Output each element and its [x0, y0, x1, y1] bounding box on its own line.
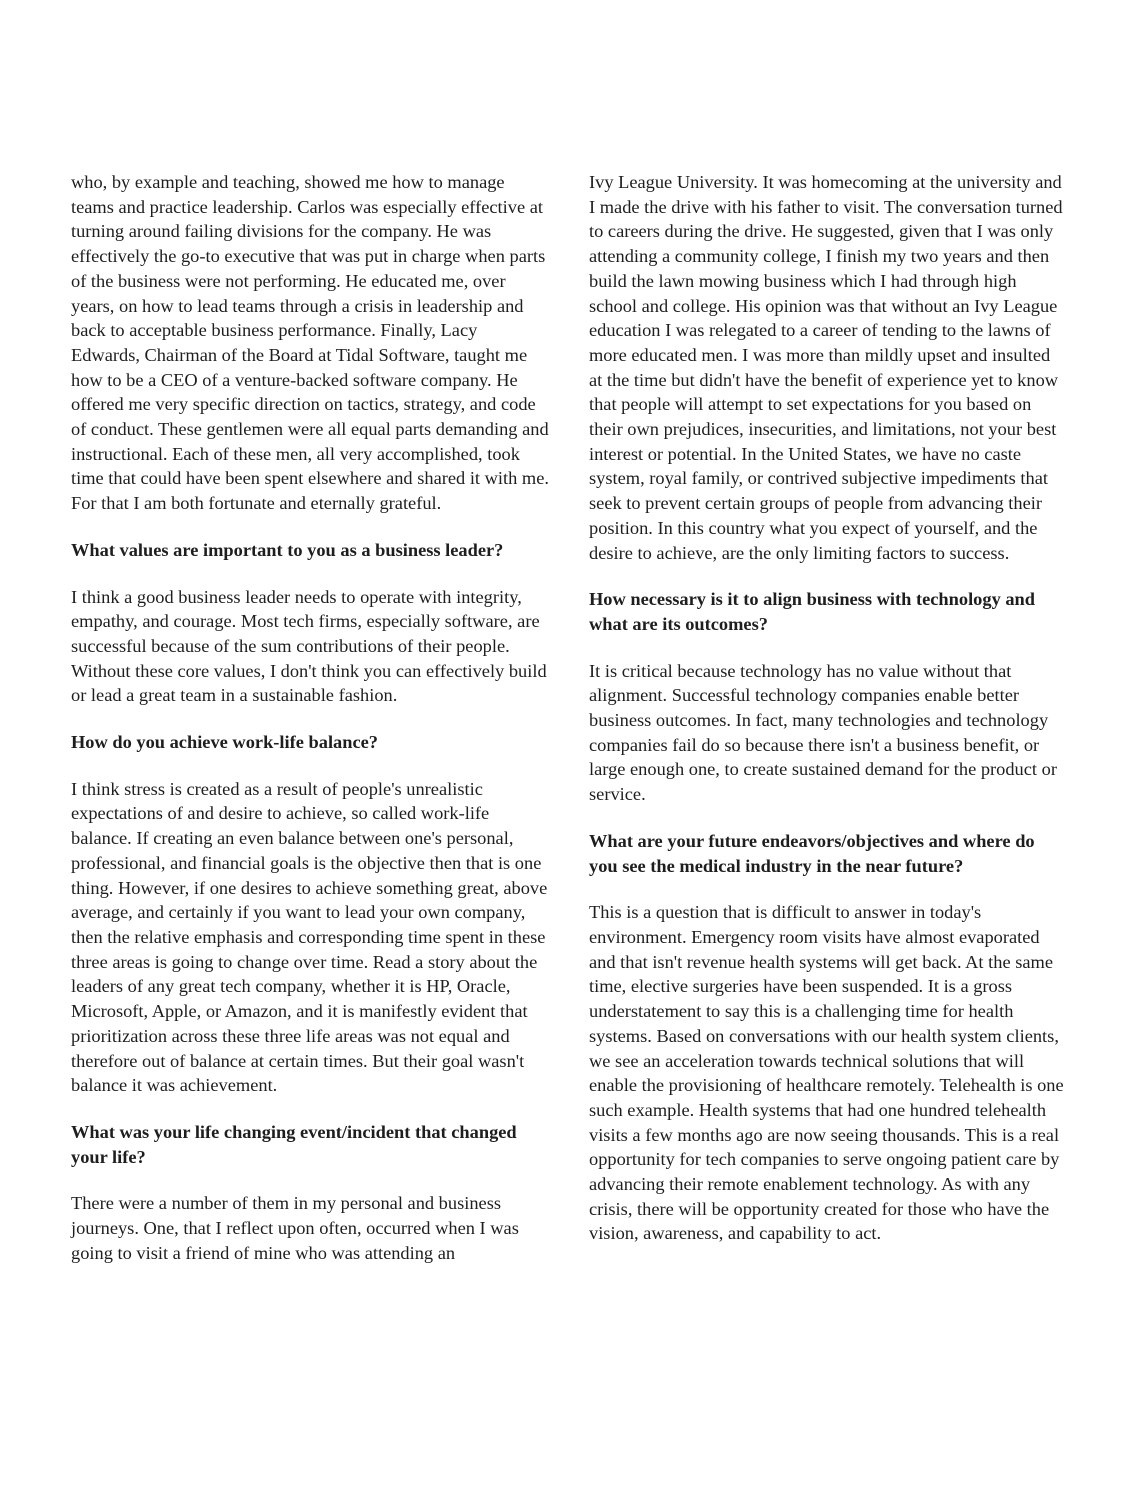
paragraph-mentors: who, by example and teaching, showed me how to manage teams and practice leadership. Carlos was especially effective at turning around failing divisions for the company. He was effectively the go-to executive that was put in charge when parts of the business were not performing. He educated me, over years, on how to lead teams through a crisis in leadership and back to acceptable business performance. Finally, Lacy Edwards, Chairman of the Board at Tidal Software, taught me how to be a CEO of a venture-backed software company. He offered me very specific direction on tactics, strategy, and code of conduct. These gentlemen were all equal parts demanding and instructional. Each of these men, all very accomplished, took time that could have been spent elsewhere and shared it with me. For that I am both fortunate and eternally grateful. [71, 172, 549, 514]
paragraph-ivy-league: Ivy League University. It was homecoming at the university and I made the drive with his father to visit. The conversation turned to careers during the drive. He suggested, given that I was only attending a community college, I finish my two years and then build the lawn mowing business which I had through high school and college. His opinion was that without an Ivy League education I was relegated to a career of tending to the lawns of more educated men. I was more than mildly upset and insulted at the time but didn't have the benefit of experience yet to know that people will attempt to set expectations for you based on their own prejudices, insecurities, and limitations, not your best interest or potential. In the United States, we have no caste system, royal family, or contrived subjective impediments that seek to prevent certain groups of people from advancing their position. In this country what you expect of yourself, and the desire to achieve, are the only limiting factors to success. [589, 172, 1063, 563]
right-column [589, 170, 1067, 1268]
question-work-life-balance: How do you achieve work-life balance? [71, 732, 379, 753]
question-future-endeavors: What are your future endeavors/objectives and where do you see the medical industry in the near future? [589, 830, 1035, 876]
question-align-business-technology: How necessary is it to align business with technology and what are its outcomes? [589, 589, 1036, 634]
question-values: What values are important to you as a business leader? [71, 539, 504, 560]
question-life-changing-event: What was your life changing event/incident that changed your life? [71, 1121, 517, 1167]
paragraph-align-business-technology: It is critical because technology has no value without that alignment. Successful technology companies enable better business outcomes. In fact, many technologies and technology companies fail do so because there isn't a business benefit, or large enough one, to create sustained demand for the product or service. [589, 660, 1057, 805]
paragraph-values: I think a good business leader needs to operate with integrity, empathy, and courage. Most tech firms, especially software, are successful because of the sum contributions of their people. Without these core values, I don't think you can effectively build or lead a great team in a sustainable fashion. [71, 586, 547, 706]
paragraph-life-changing-event: There were a number of them in my personal and business journeys. One, that I reflect upon often, occurred when I was going to visit a friend of mine who was attending an [71, 1193, 519, 1263]
paragraph-future-endeavors: This is a question that is difficult to answer in today's environment. Emergency room visits have almost evaporated and that isn't revenue health systems will get back. At the same time, elective surgeries have been suspended. It is a gross understatement to say this is a challenging time for health systems. Based on conversations with our health system clients, we see an acceleration towards technical solutions that will enable the provisioning of healthcare remotely. Telehealth is one such example. Health systems that had one hundred telehealth visits a few months ago are now seeing thousands. This is a real opportunity for tech companies to serve ongoing patient care by advancing their remote enablement technology. As with any crisis, there will be opportunity created for those who have the vision, awareness, and capability to act. [589, 902, 1064, 1244]
paragraph-work-life-balance: I think stress is created as a result of people's unrealistic expectations of and desire to achieve, so called work-life balance. If creating an even balance between one's personal, professional, and financial goals is the objective then that is one thing. However, if one desires to achieve something great, above average, and certainly if you want to lead your own company, then the relative emphasis and corresponding time spent in these three areas is going to change over time. Read a story about the leaders of any great tech company, whether it is HP, Oracle, Microsoft, Apple, or Amazon, and it is manifestly evident that prioritization across these three life areas was not equal and therefore out of balance at certain times. But their goal wasn't balance it was achievement. [71, 778, 548, 1096]
left-column [71, 170, 549, 1287]
